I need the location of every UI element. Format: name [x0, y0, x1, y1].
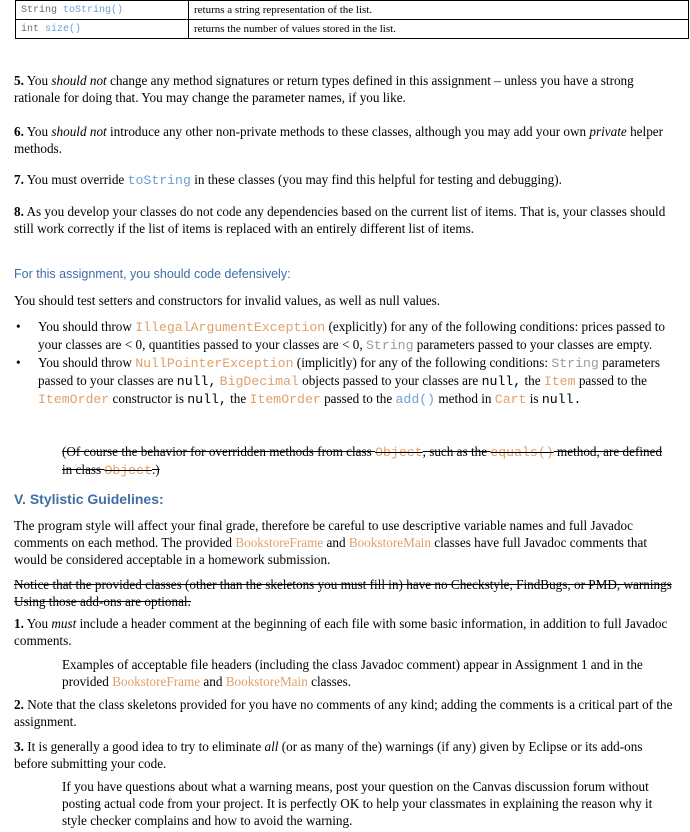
defensive-bullets: [14, 318, 674, 408]
method-description: returns the number of values stored in the list.: [189, 20, 689, 39]
stylistic-paragraph: The program style will affect your final grade, therefore be careful to use descriptive variable names and full Javadoc comments on each method. The provided BookstoreFrame and BookstoreMain classes have full Javadoc comments that would be considered acceptable in a homework submission.: [14, 518, 647, 567]
defensive-heading: For this assignment, you should code defensively:: [14, 267, 291, 281]
stylistic-notice: Notice that the provided classes (other than the skeletons you must fill in) have no Checkstyle, FindBugs, or PMD, warnings Using those add-ons are optional.: [14, 577, 672, 609]
table-row: [16, 20, 689, 39]
rule-5: 5. You should not change any method signatures or return types defined in this assignment – unless you have a strong rationale for doing that. You may change the parameter names, if you like.: [14, 73, 634, 105]
table-row: [16, 1, 689, 20]
bullet-icon: •: [16, 319, 21, 334]
methods-table: [15, 0, 689, 39]
method-signature: String toString(): [16, 1, 189, 20]
bullet-icon: •: [16, 355, 21, 370]
guideline-3: 3. It is generally a good idea to try to eliminate all (or as many of the) warnings (if any) given by Eclipse or its add-ons before submitting your code.: [14, 739, 643, 771]
rule-6: 6. You should not introduce any other non-private methods to these classes, although you may add your own private helper methods.: [14, 124, 664, 156]
stylistic-heading: V. Stylistic Guidelines:: [14, 491, 164, 507]
rule-7: 7. You must override toString in these classes (you may find this helpful for testing and debugging).: [14, 172, 562, 188]
list-item: • You should throw NullPointerException (implicitly) for any of the following conditions: String parameters passed to your classes are null, BigDecimal objects passed to your classes are null, the Item passed to the ItemOrder constructor is null, the ItemOrder passed to the add() method in Cart is null.: [16, 355, 660, 407]
defensive-intro: You should test setters and constructors for invalid values, as well as null values.: [14, 293, 441, 308]
guideline-3-note: If you have questions about what a warning means, post your question on the Canvas discussion forum without posting actual code from your project. It is perfectly OK to help your classmates in explaining the reason why it style checker complains and how to avoid the warning.: [62, 779, 653, 828]
guideline-1-example: Examples of acceptable file headers (including the class Javadoc comment) appear in Assignment 1 and in the provided BookstoreFrame and BookstoreMain classes.: [62, 657, 643, 689]
guideline-1: 1. You must include a header comment at the beginning of each file with some basic information, in addition to full Javadoc comments.: [14, 616, 668, 648]
method-description: returns a string representation of the list.: [189, 1, 689, 20]
defensive-note: (Of course the behavior for overridden methods from class Object, such as the equals() method, are defined in class Object.): [62, 444, 663, 478]
rule-8: 8. As you develop your classes do not code any dependencies based on the current list of items. That is, your classes should still work correctly if the list of items is replaced with an entirely different list of items.: [14, 204, 666, 236]
method-signature: int size(): [16, 20, 189, 39]
guideline-2: 2. Note that the class skeletons provided for you have no comments of any kind; adding the comments is a critical part of the assignment.: [14, 697, 673, 729]
list-item: • You should throw IllegalArgumentException (explicitly) for any of the following conditions: prices passed to your classes are < 0, quantities passed to your classes are < 0, String parameters passed to your classes are empty.: [16, 319, 666, 353]
